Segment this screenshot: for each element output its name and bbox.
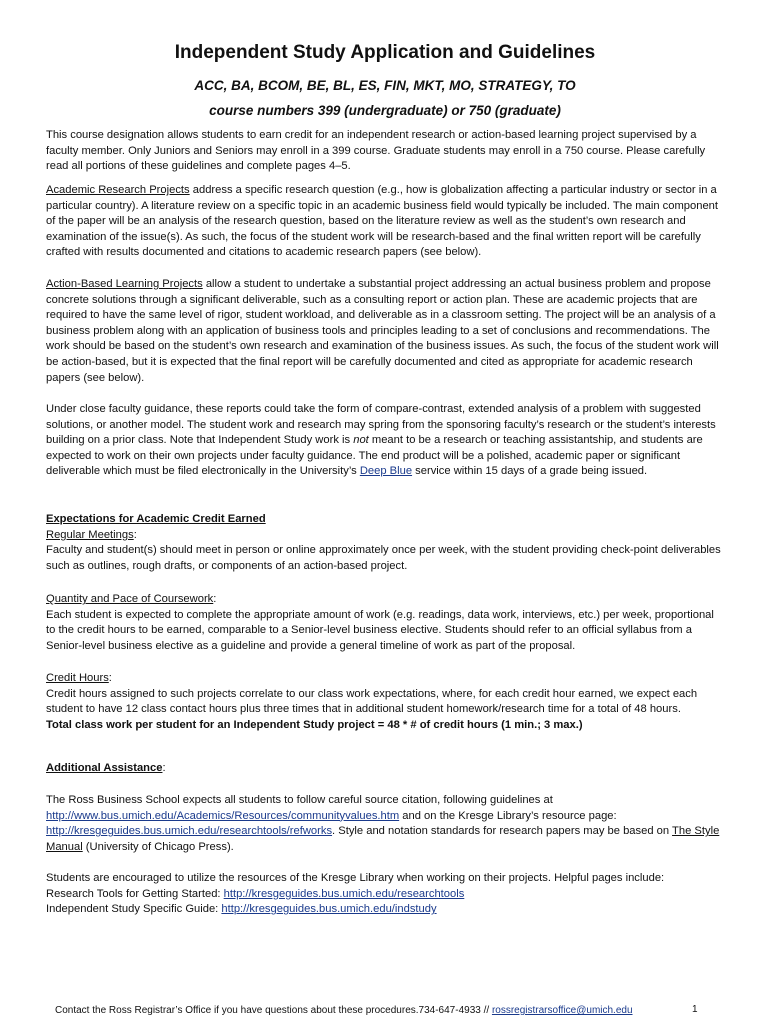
credit-formula: Total class work per student for an Independent Study project = 48 * # of credit hours (1 min.; 3 max.): [46, 718, 583, 731]
action-based-text: allow a student to undertake a substantial project addressing an actual business problem and propose concrete solutions through a significant deliverable, such as a consulting report or action plan. These are academic projects that are required to have the same level of rigor, student workload, and deliverable as in a classroom setting. The project will be an analysis of a business problem along with an application of business tools and principles leading to a set of conclusions and recommendations. The work should be based on the student’s own research and examination of the business issues. As such, the focus of the student work will be action-based, but it is expected that the final report will be carefully documented and cited as appropriate for academic research papers (see below).: [46, 278, 719, 384]
additional-assistance-heading-line: Additional Assistance:: [46, 762, 166, 774]
action-based-heading: Action-Based Learning Projects: [46, 278, 203, 290]
citation-text-c: . Style and notation standards for research papers may be based on: [332, 825, 673, 838]
community-values-link[interactable]: http://www.bus.umich.edu/Academics/Resources/communityvalues.htm: [46, 809, 400, 822]
page-number: 1: [692, 1004, 698, 1015]
credit-hours-label: Credit Hours: [46, 672, 109, 684]
citation-text-d: (University of Chicago Press).: [82, 840, 234, 853]
guidance-text-middle: meant to be a research or teaching assistantship, and students are expected to work on their own projects under faculty guidance. The end product will be a polished, academic paper or significant deliverable which must be filed electronically in the University’s: [46, 434, 703, 478]
registrar-email-link[interactable]: rossregistrarsoffice@umich.edu: [491, 1005, 633, 1016]
style-manual-link[interactable]: The Style Manual: [46, 825, 720, 853]
refworks-link[interactable]: http://kresgeguides.bus.umich.edu/researchtools/refworks: [46, 825, 333, 838]
guidance-text-end: service within 15 days of a grade being issued.: [412, 465, 648, 478]
coursework-section: Quantity and Pace of Coursework: Each student is expected to complete the appropriate amount of work (e.g. readings, data work, interviews, etc.) per week, proportional to the credit hours to be earned, comparable to a Senior-level business elective. Students should refer to an official syllabus from a Senior-level business elective as a guideline and provide a general timeline of work as part of the proposal.: [46, 593, 714, 652]
credit-hours-section: Credit Hours: Credit hours assigned to such projects correlate to our class work expectations, where, for each credit hour earned, we expect each student to have 12 class contact hours plus three times that in additional student homework/research time for a total of 48 hours. Total class work per student for an Independent Study project = 48 * # of credit hours (1 min.; 3 max.): [46, 672, 698, 731]
coursework-text: Each student is expected to complete the appropriate amount of work (e.g. readings, data work, interviews, etc.) per week, proportional to the credit hours to be earned, comparable to a Senior-level business elective. Students should refer to an official syllabus from a Senior-level business elective as a guideline and provide a general timeline of work as part of the proposal.: [46, 608, 714, 652]
regular-meetings-text: Faculty and student(s) should meet in person or online approximately once per week, with the student providing check-point deliverables such as outlines, rough drafts, or components of an action-based project.: [46, 544, 721, 572]
document-title: Independent Study Application and Guidelines: [174, 42, 596, 63]
research-tools-label: Research Tools for Getting Started:: [46, 887, 224, 900]
academic-research-heading: Academic Research Projects: [46, 184, 190, 196]
citation-text-a: The Ross Business School expects all students to follow careful source citation, following guidelines at: [46, 794, 553, 806]
deep-blue-link[interactable]: Deep Blue: [359, 465, 413, 478]
intro-paragraph: This course designation allows students to earn credit for an independent research or action-based learning project supervised by a faculty member. Only Juniors and Seniors may enroll in a 399 course. Graduate students may enroll in a 750 course. Please carefully read all portions of these guidelines and complete pages 4–5.: [46, 129, 706, 173]
indstudy-label: Independent Study Specific Guide:: [46, 903, 222, 916]
expectations-section: Expectations for Academic Credit Earned Regular Meetings: Faculty and student(s) should meet in person or online approximately once per week, with the student providing check-point deliverables such as outlines, rough drafts, or components of an action-based project.: [46, 513, 721, 572]
department-codes: ACC, BA, BCOM, BE, BL, ES, FIN, MKT, MO, STRATEGY, TO: [194, 78, 576, 93]
indstudy-link[interactable]: http://kresgeguides.bus.umich.edu/indstudy: [221, 903, 437, 916]
course-numbers: course numbers 399 (undergraduate) or 750 (graduate): [209, 103, 561, 118]
kresge-paragraph: [46, 871, 726, 918]
research-tools-link[interactable]: http://kresgeguides.bus.umich.edu/researchtools: [223, 887, 465, 900]
kresge-text: Students are encouraged to utilize the resources of the Kresge Library when working on their projects. Helpful pages include:: [46, 872, 665, 884]
citation-text-b: and on the Kresge Library’s resource page:: [399, 809, 617, 822]
citation-paragraph: [46, 793, 726, 855]
footer: [55, 1004, 715, 1017]
expectations-heading: Expectations for Academic Credit Earned: [46, 513, 266, 525]
additional-assistance-heading: Additional Assistance: [46, 762, 163, 774]
regular-meetings-label: Regular Meetings: [46, 528, 134, 541]
not-emphasis: not: [353, 434, 369, 447]
credit-hours-text: Credit hours assigned to such projects correlate to our class work expectations, where, for each credit hour earned, we expect each student to have 12 class contact hours plus three times that in additional student homework/research time for a total of 48 hours.: [46, 687, 698, 716]
guidance-text-start: Under close faculty guidance, these reports could take the form of compare-contrast, extended analysis of a problem with suggested solutions, or another model. The student work and research may spring from the sponsoring faculty’s research or the student’s interests building on a prior class. Note that Independent Study work is: [46, 403, 716, 447]
faculty-guidance-paragraph: [46, 402, 726, 480]
coursework-label: Quantity and Pace of Coursework: [46, 593, 214, 605]
footer-text: Contact the Ross Registrar’s Office if you have questions about these procedures.734-647-4933 //: [55, 1005, 492, 1016]
action-based-paragraph: [46, 277, 726, 386]
academic-research-paragraph: [46, 183, 726, 261]
academic-research-text: address a specific research question (e.g., how is globalization affecting a particular industry or sector in a particular country). A literature review on a specific topic in an academic business field would typically be included. The main component of the paper will be an analysis of the research question, based on the literature review as well as the student’s own research and examination of the issue(s). As such, the focus of the student work will be research-based and the final written report will be carefully crafted with results documented and citations to academic research papers (see below).: [46, 184, 719, 259]
